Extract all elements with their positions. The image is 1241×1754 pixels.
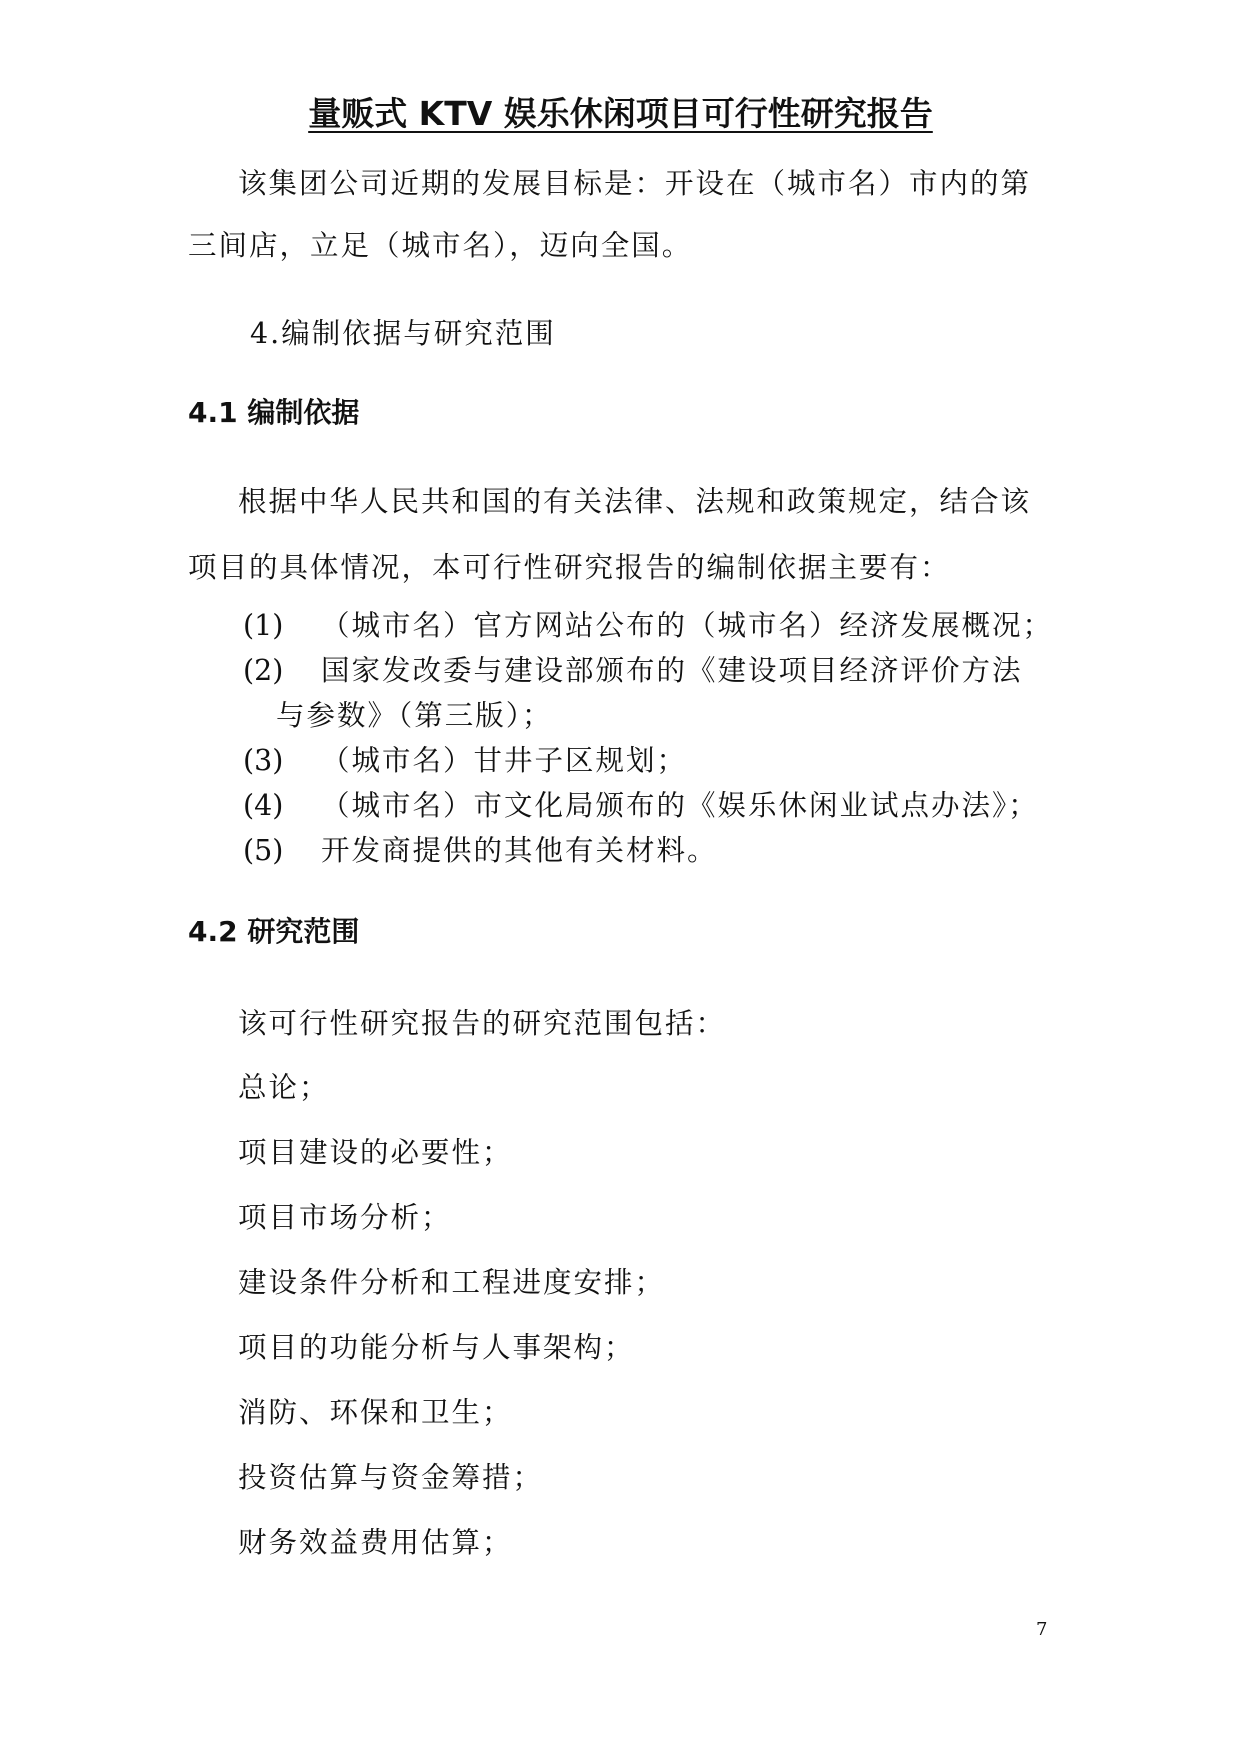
basis-item-4 [243, 786, 1039, 826]
intro-line-2: 三间店，立足（城市名），迈向全国。 [188, 229, 693, 262]
basis-item-text: （城市名）甘井子区规划； [321, 744, 688, 777]
scope-item: 项目市场分析； [238, 1201, 452, 1234]
scope-item: 财务效益费用估算； [238, 1526, 513, 1559]
intro-line-1: 该集团公司近期的发展目标是：开设在（城市名）市内的第 [238, 167, 1032, 200]
basis-item-text: （城市名）官方网站公布的（城市名）经济发展概况； [321, 609, 1054, 642]
page-number: 7 [1036, 1619, 1048, 1640]
scope-item: 项目的功能分析与人事架构； [238, 1331, 635, 1364]
scope-item: 建设条件分析和工程进度安排； [238, 1266, 666, 1299]
basis-item-number: (4) [243, 789, 284, 822]
scope-item: 消防、环保和卫生； [238, 1396, 513, 1429]
basis-item-number: (2) [243, 654, 284, 687]
basis-item-number: (1) [243, 609, 284, 642]
basis-item-number: (5) [243, 834, 284, 867]
section-4-title: 4.编制依据与研究范围 [250, 317, 556, 350]
basis-item-text: 开发商提供的其他有关材料。 [321, 834, 718, 867]
basis-item-number: (3) [243, 744, 284, 777]
section-4-1-heading: 4.1 编制依据 [188, 396, 360, 429]
section-4-1-para-line-1: 根据中华人民共和国的有关法律、法规和政策规定，结合该 [238, 485, 1032, 518]
basis-item-3 [243, 741, 687, 781]
scope-item: 投资估算与资金筹措； [238, 1461, 544, 1494]
basis-item-5 [243, 831, 718, 871]
basis-item-text: 国家发改委与建设部颁布的《建设项目经济评价方法 [321, 654, 1023, 687]
section-4-1-para-line-2: 项目的具体情况，本可行性研究报告的编制依据主要有： [188, 551, 951, 584]
scope-item: 总论； [238, 1071, 330, 1104]
basis-item-text: （城市名）市文化局颁布的《娱乐休闲业试点办法》； [321, 789, 1039, 822]
section-4-2-heading: 4.2 研究范围 [188, 915, 360, 948]
basis-item-1 [243, 606, 1053, 646]
basis-item-2 [243, 651, 1023, 691]
scope-item: 项目建设的必要性； [238, 1136, 513, 1169]
section-4-2-intro: 该可行性研究报告的研究范围包括： [238, 1007, 727, 1040]
document-title: 量贩式 KTV 娱乐休闲项目可行性研究报告 [308, 94, 933, 133]
basis-item-2-continuation: 与参数》（第三版）； [276, 699, 553, 732]
